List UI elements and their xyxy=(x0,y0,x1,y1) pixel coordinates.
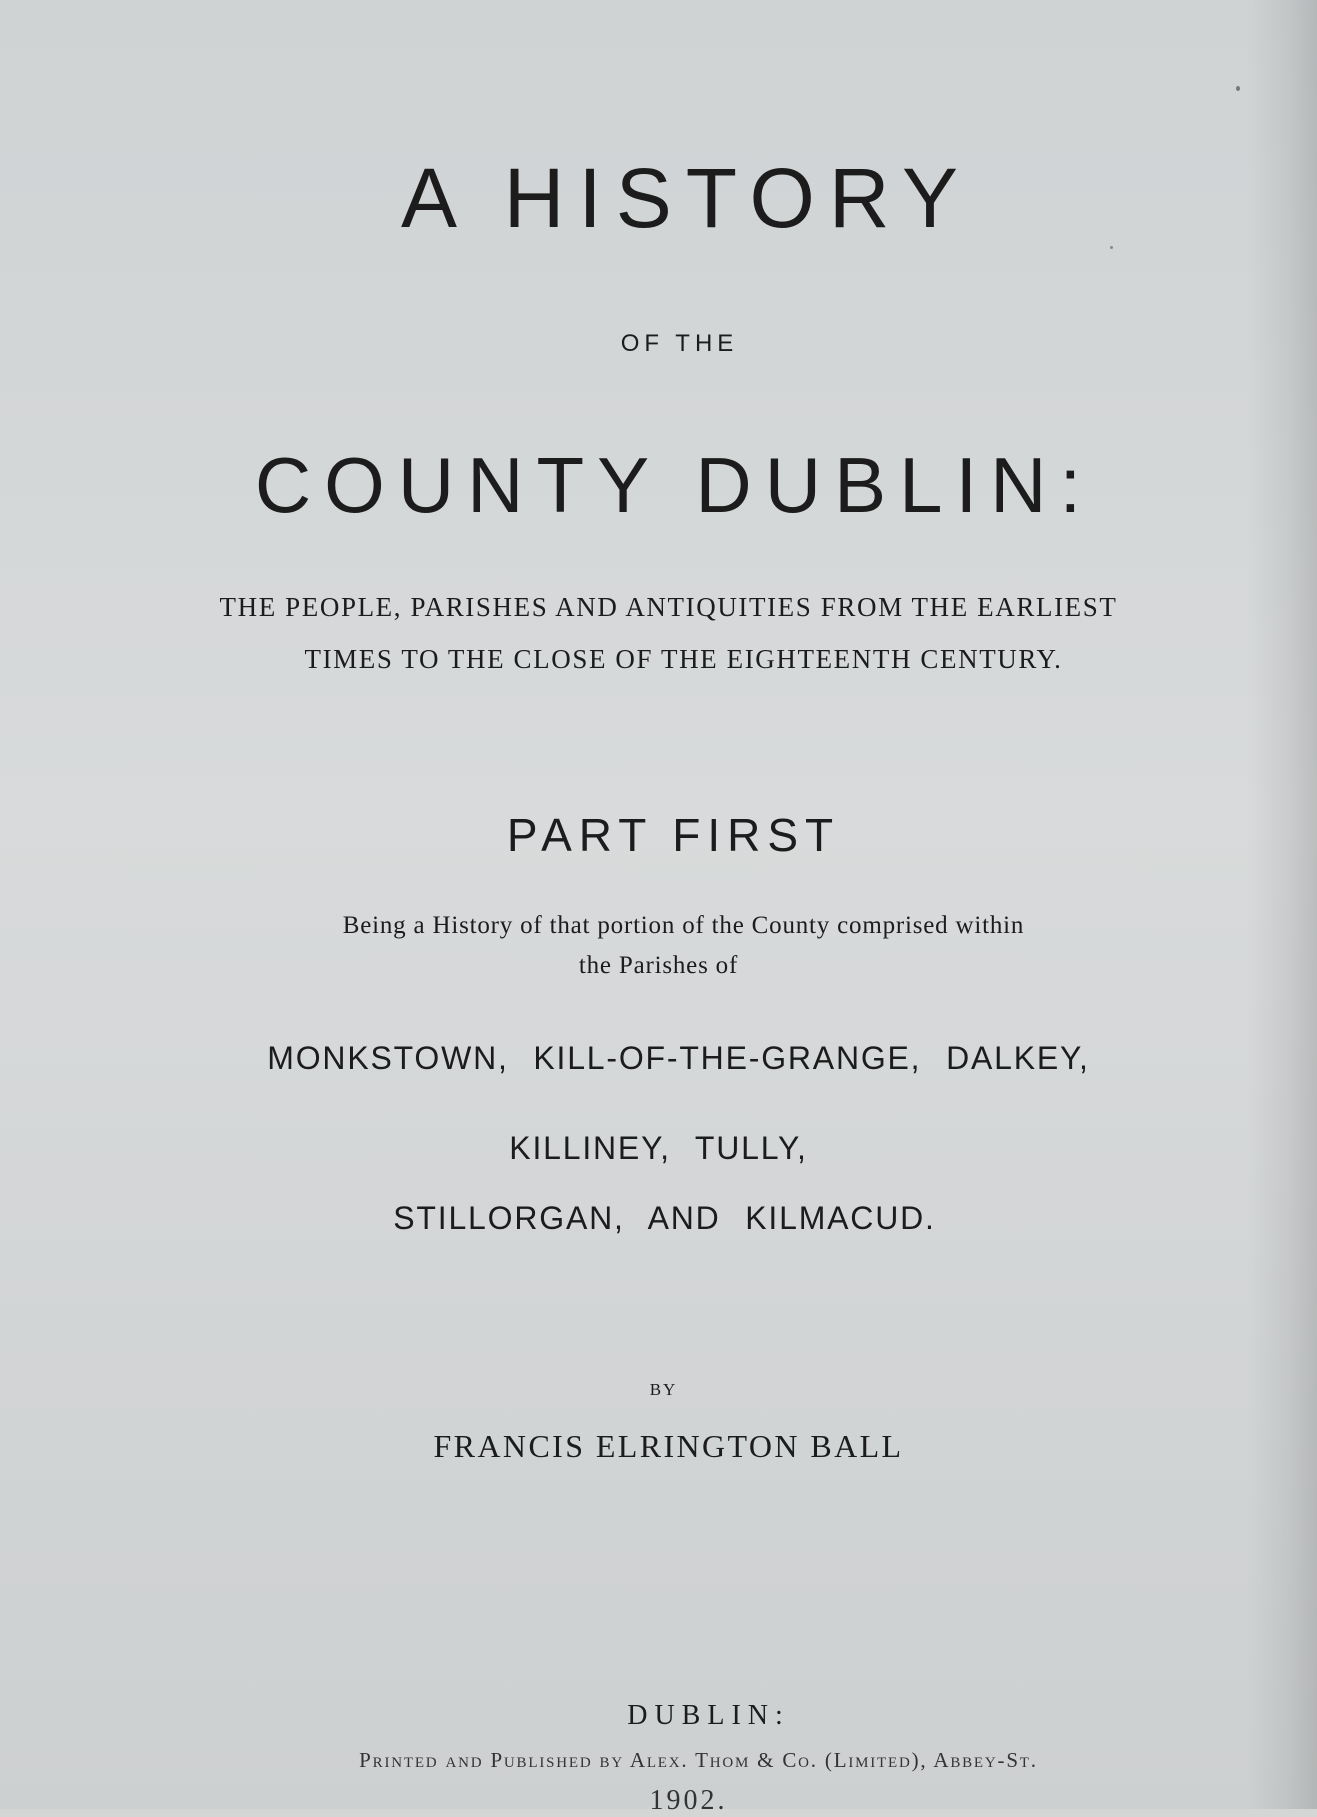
publication-year: 1902. xyxy=(649,1785,728,1816)
parishes-line-1: MONKSTOWN, KILL-OF-THE-GRANGE, DALKEY, xyxy=(267,1040,1090,1076)
book-title-county: COUNTY DUBLIN: xyxy=(254,441,1095,529)
parishes-line-3: STILLORGAN, AND KILMACUD. xyxy=(393,1200,936,1236)
publisher-line: Printed and Published by Alex. Thom & Co. (Limited), Abbey-St. xyxy=(359,1748,1038,1772)
paper-speck xyxy=(1236,86,1240,91)
title-connector: OF THE xyxy=(620,330,739,357)
parishes-line-2: KILLINEY, TULLY, xyxy=(509,1130,808,1166)
subtitle-line-2: TIMES TO THE CLOSE OF THE EIGHTEENTH CENTURY. xyxy=(304,644,1063,674)
by-label: BY xyxy=(649,1380,678,1399)
part-heading: PART FIRST xyxy=(506,809,841,861)
subtitle-line-1: THE PEOPLE, PARISHES AND ANTIQUITIES FROM THE EARLIEST xyxy=(219,592,1118,622)
description-line-2: the Parishes of xyxy=(578,952,739,979)
page-edge-shadow xyxy=(1247,0,1317,1809)
book-title: A HISTORY xyxy=(400,151,973,245)
author-name: FRANCIS ELRINGTON BALL xyxy=(433,1428,904,1464)
publication-place: DUBLIN: xyxy=(627,1700,790,1731)
description-line-1: Being a History of that portion of the County comprised within xyxy=(342,912,1025,939)
